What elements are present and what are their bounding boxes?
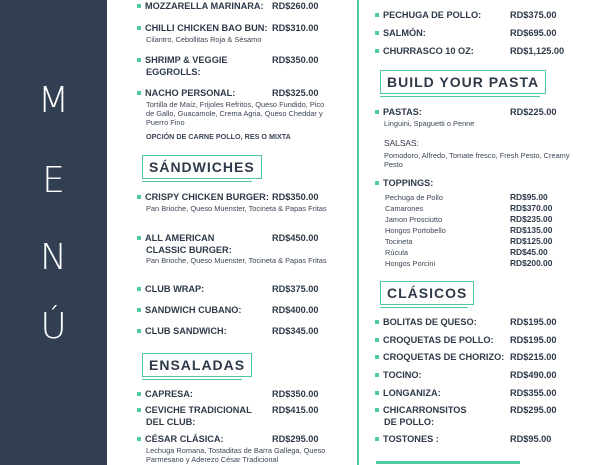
item-price: RD$350.00: [272, 55, 319, 65]
heading-underline: [142, 379, 242, 380]
bullet-icon: [137, 26, 141, 30]
menu-item: TOCINO:: [375, 370, 422, 381]
bullet-icon: [137, 58, 141, 62]
topping-name: Hongos Porcini: [385, 259, 436, 268]
item-price: RD$225.00: [510, 107, 557, 117]
topping-name: Hongos Portobello: [385, 226, 446, 235]
nacho-option: OPCIÓN DE CARNE POLLO, RES O MIXTA: [146, 132, 291, 141]
item-description: Pan Brioche, Queso Muenster, Tocineta & Papas Fritas: [146, 256, 327, 265]
item-price: RD$260.00: [272, 1, 319, 11]
menu-item: CÉSAR CLÁSICA:: [137, 434, 224, 445]
item-price: RD$350.00: [272, 192, 319, 202]
item-price: RD$450.00: [272, 233, 319, 243]
item-description: Pan Brioche, Queso Muenster, Tocineta & Papas Fritas: [146, 204, 327, 213]
bullet-icon: [375, 437, 379, 441]
next-section-heading-edge: [376, 461, 520, 464]
menu-item: CEVICHE TRADICIONAL: [137, 405, 252, 416]
section-heading-sandwiches: SÁNDWICHES: [142, 155, 262, 179]
menu-item: SANDWICH CUBANO:: [137, 305, 241, 316]
menu-item: CROQUETAS DE CHORIZO:: [375, 352, 504, 363]
bullet-icon: [137, 437, 141, 441]
menu-item: MOZZARELLA MARINARA:: [137, 1, 264, 12]
bullet-icon: [375, 338, 379, 342]
item-price: RD$400.00: [272, 305, 319, 315]
menu-item: CHURRASCO 10 OZ:: [375, 46, 474, 57]
topping-price: RD$135.00: [510, 225, 553, 235]
topping-name: Jamon Prosciutto: [385, 215, 443, 224]
bullet-icon: [137, 392, 141, 396]
menu-item: SALMÓN:: [375, 28, 426, 39]
item-description: Tortilla de Maíz, Frijoles Refritos, Queso Fundido, Pico de Gallo, Guacamole, Crema Agria, Queso Cheddar y Puerro Fino: [146, 100, 325, 127]
item-price: RD$1,125.00: [510, 46, 565, 56]
section-heading-clasicos: CLÁSICOS: [380, 281, 474, 305]
item-price: RD$695.00: [510, 28, 557, 38]
item-price: RD$215.00: [510, 352, 557, 362]
item-price: RD$295.00: [272, 434, 319, 444]
menu-item: TOSTONES :: [375, 434, 439, 445]
menu-item: CRISPY CHICKEN BURGER:: [137, 192, 269, 203]
bullet-icon: [375, 181, 379, 185]
bullet-icon: [137, 195, 141, 199]
topping-price: RD$95.00: [510, 192, 548, 202]
heading-underline: [380, 307, 468, 308]
bullet-icon: [375, 408, 379, 412]
bullet-icon: [375, 13, 379, 17]
item-description: Lechuga Romana, Tostaditas de Barra Gallega, Queso Parmesano y Aderezo César Tradicional: [146, 446, 326, 464]
bullet-icon: [375, 49, 379, 53]
item-price: RD$375.00: [272, 284, 319, 294]
menu-item: CHICARRONSITOS: [375, 405, 467, 416]
item-price: RD$195.00: [510, 317, 557, 327]
topping-price: RD$45.00: [510, 247, 548, 257]
section-heading-ensaladas: ENSALADAS: [142, 353, 252, 377]
menu-letter-u: Ú: [40, 306, 67, 347]
topping-name: Camarones: [385, 204, 424, 213]
bullet-icon: [137, 308, 141, 312]
menu-letter-n: N: [40, 237, 67, 278]
bullet-icon: [137, 329, 141, 333]
item-description: Pomodoro, Alfredo, Tomate fresco, Fresh Pesto, Creamy Pesto: [384, 151, 570, 169]
menu-item: BOLITAS DE QUESO:: [375, 317, 477, 328]
item-price: RD$310.00: [272, 23, 319, 33]
heading-underline: [380, 96, 540, 97]
menu-item-line2: CLASSIC BURGER:: [146, 245, 232, 255]
topping-price: RD$200.00: [510, 258, 553, 268]
heading-underline: [142, 181, 252, 182]
item-price: RD$325.00: [272, 88, 319, 98]
bullet-icon: [137, 236, 141, 240]
bullet-icon: [137, 408, 141, 412]
menu-item: CAPRESA:: [137, 389, 193, 400]
menu-letter-m: M: [37, 80, 70, 121]
menu-item: SHRIMP & VEGGIE: [137, 55, 228, 66]
sidebar: [0, 0, 107, 465]
topping-price: RD$370.00: [510, 203, 553, 213]
item-description: Linguini, Spaguetti o Penne: [384, 119, 475, 128]
topping-price: RD$235.00: [510, 214, 553, 224]
bullet-icon: [375, 320, 379, 324]
menu-item: LONGANIZA:: [375, 388, 441, 399]
item-price: RD$375.00: [510, 10, 557, 20]
column-divider: [357, 0, 359, 465]
bullet-icon: [137, 4, 141, 8]
item-price: RD$490.00: [510, 370, 557, 380]
bullet-icon: [375, 110, 379, 114]
menu-item: TOPPINGS:: [375, 178, 433, 189]
menu-item: PASTAS:: [375, 107, 422, 118]
menu-item-line2: EGGROLLS:: [146, 67, 201, 77]
menu-item: ALL AMERICAN: [137, 233, 214, 244]
topping-name: Pechuga de Pollo: [385, 193, 443, 202]
menu-item: CLUB WRAP:: [137, 284, 204, 295]
menu-item: CHILLI CHICKEN BAO BUN:: [137, 23, 268, 34]
menu-item: CROQUETAS DE POLLO:: [375, 335, 494, 346]
item-price: RD$95.00: [510, 434, 552, 444]
section-heading-pasta: BUILD YOUR PASTA: [380, 70, 546, 94]
bullet-icon: [375, 31, 379, 35]
item-price: RD$295.00: [510, 405, 557, 415]
item-price: RD$415.00: [272, 405, 319, 415]
bullet-icon: [137, 287, 141, 291]
item-price: RD$195.00: [510, 335, 557, 345]
menu-letter-e: E: [42, 160, 65, 201]
item-price: RD$350.00: [272, 389, 319, 399]
topping-name: Tocineta: [385, 237, 413, 246]
bullet-icon: [137, 91, 141, 95]
item-description: Cilantro, Cebollitas Roja & Sésamo: [146, 35, 262, 44]
menu-item-line2: DEL CLUB:: [146, 417, 196, 427]
salsas-label: SALSAS:: [384, 138, 419, 148]
item-price: RD$345.00: [272, 326, 319, 336]
item-price: RD$355.00: [510, 388, 557, 398]
bullet-icon: [375, 355, 379, 359]
bullet-icon: [375, 391, 379, 395]
topping-price: RD$125.00: [510, 236, 553, 246]
menu-item: PECHUGA DE POLLO:: [375, 10, 481, 21]
menu-item: NACHO PERSONAL:: [137, 88, 235, 99]
bullet-icon: [375, 373, 379, 377]
topping-name: Rúcula: [385, 248, 409, 257]
menu-item: CLUB SANDWICH:: [137, 326, 227, 337]
menu-item-line2: DE POLLO:: [384, 417, 435, 427]
